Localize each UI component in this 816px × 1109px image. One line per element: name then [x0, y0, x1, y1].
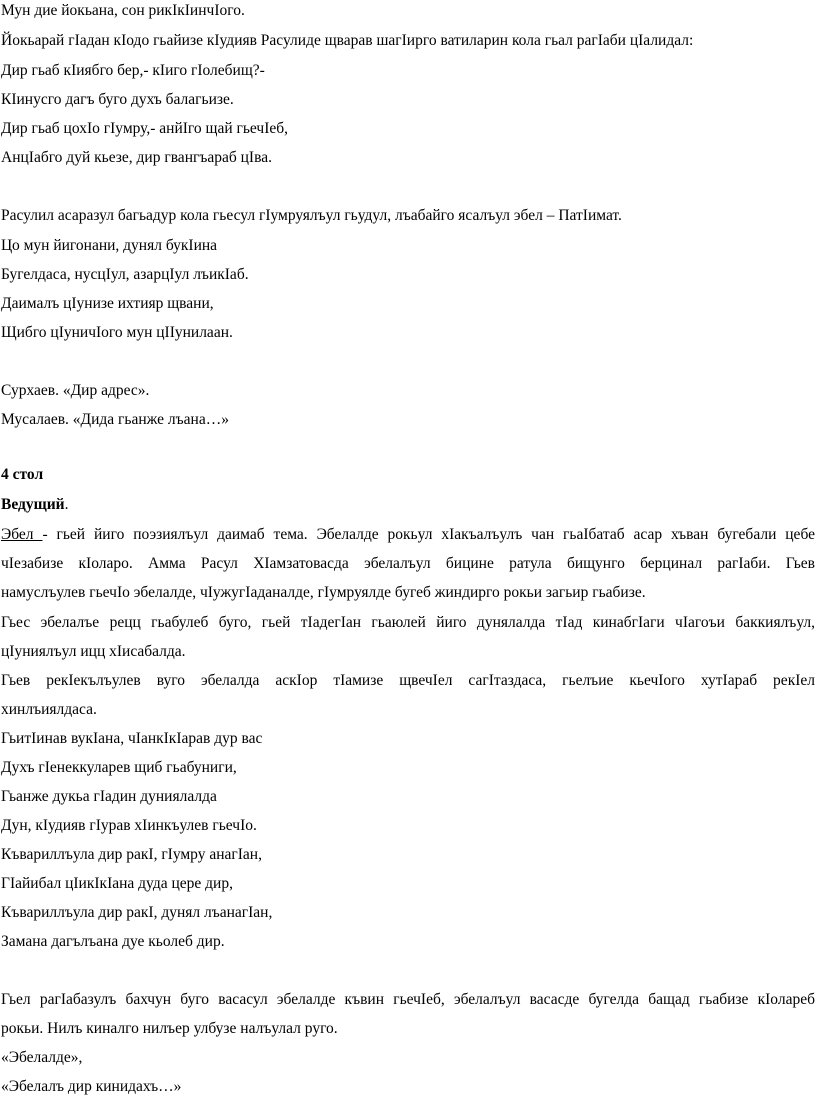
text-line: Мусалаев. «Дида гьанже лъана…» [1, 411, 229, 428]
underlined-term: Эбел [1, 526, 43, 543]
poem-line: Щибго цIуничIого мун цIIунилаан. [1, 324, 233, 341]
punctuation: . [64, 496, 69, 513]
poem-line: Дир гьаб цохIо гIумру,- анйIго щай гьечIеб, [1, 120, 289, 137]
paragraph-line [1, 525, 815, 545]
poem-line: КIинусго дагъ буго духъ балагьизе. [1, 91, 234, 108]
paragraph-line: Гьес эбелалъе рецц гьабулеб буго, гьей тIадегIан гьаюлей йиго дунялалда тIад кинабгIаги чIагоъи баккиялъул, [1, 614, 815, 631]
poem-line: ГIайибал цIикIкIана дуда цере дир, [1, 875, 233, 892]
poem-line: Дир гьаб кIиябго бер,- кIиго гIолебищ?- [1, 62, 265, 79]
poem-line: Къвариллъула дир ракI, дунял лъанагIан, [1, 904, 273, 921]
paragraph-line: рокьи. Нилъ киналго нилъер улбузе налъулал руго. [1, 1020, 338, 1037]
paragraph-line: хинлъиялдаса. [1, 701, 97, 718]
poem-line: ГьитIинав вукIана, чIанкIкIарав дур вас [1, 730, 263, 747]
poem-line: Гьанже дукьа гIадин дуниялалда [1, 788, 217, 805]
text-line: Сурхаев. «Дир адрес». [1, 382, 150, 399]
poem-line: Бугелдаса, нусцIул, азарцIул лъикIаб. [1, 266, 249, 283]
speaker-label [1, 495, 68, 515]
text-line: Мун дие йокьана, сон рикIкIинчIого. [1, 2, 245, 19]
poem-line: Духъ гIенеккуларев щиб гьабуниги, [1, 759, 237, 776]
title-reference: «Эбелалде», [1, 1049, 83, 1066]
paragraph-line: цIуниялъул ицц хIисабалда. [1, 643, 186, 660]
title-reference: «Эбелалъ дир кинидахъ…» [1, 1078, 182, 1095]
paragraph-line: Гьел рагIабазулъ бахчун буго васасул эбелалде къвин гьечIеб, эбелалъул васасде бугелда бащад гьабизе кIолареб [1, 991, 815, 1008]
poem-line: Цо мун йигонани, дунял букIина [1, 237, 218, 254]
poem-line: АнцIабго дуй кьезе, дир гвангъараб цIва. [1, 149, 272, 166]
paragraph-line: намуслъулев гьечIо эбелалде, чIужугIаданалде, гIумруялде бугеб жиндирго рокьи загьир гьабизе. [1, 584, 646, 601]
paragraph-line: чIезабизе кIоларо. Амма Расул ХIамзатовасда эбелалъул бицине ратула бищунго берцинал рагIаби. Гьев [1, 555, 815, 572]
poem-line: Замана дагълъана дуе кьолеб дир. [1, 933, 225, 950]
poem-line: Къвариллъула дир ракI, гIумру анагIан, [1, 846, 262, 863]
paragraph-line: Гьев рекIекълъулев вуго эбелалда аскIор тIамизе щвечIел сагIтаздаса, гьелъие кьечIого хутIараб рекIел [1, 672, 815, 689]
poem-line: Дун, кIудияв гIурав хIинкъулев гьечIо. [1, 817, 257, 834]
text-line: Расулил асаразул багьадур кола гьесул гIумруялъул гьудул, лъабайго ясалъул эбел – ПатIимат. [1, 207, 622, 224]
text-line: Йокьарай гIадан кIодо гьайизе кIудияв Расулиде щварав шагIирго ватиларин кола гьал рагIаби цIалидал: [1, 32, 694, 49]
poem-line: Даималъ цIунизе ихтияр щвани, [1, 295, 214, 312]
section-heading: 4 стол [1, 466, 44, 483]
paragraph-text: - гьей йиго поэзиялъул даимаб тема. Эбелалде рокьул хIакъалъулъ чан гьаIбатаб асар хъван бугебали цебе [42, 526, 815, 543]
speaker-name: Ведущий [1, 496, 65, 513]
